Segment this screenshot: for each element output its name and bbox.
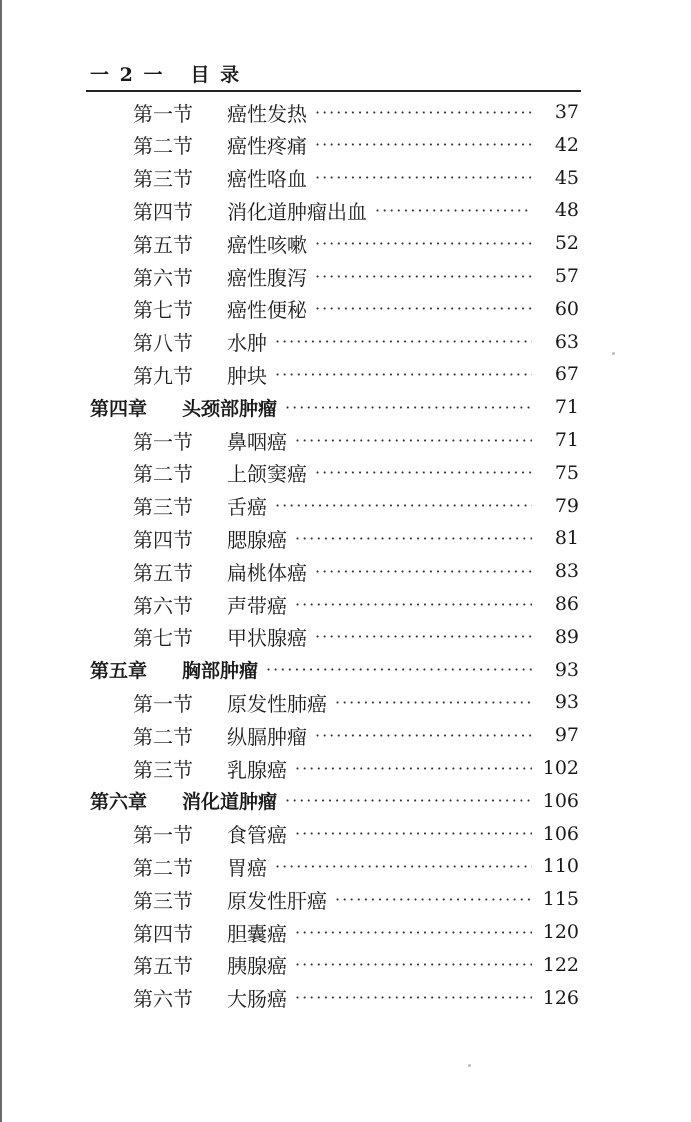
page-number: 71 [554,429,579,451]
page-header [90,60,590,88]
section-title: 癌性疼痛 [227,134,307,159]
dot-leader [266,660,532,679]
section-label: 第五节 [133,232,193,257]
toc-section-row [0,457,691,489]
page-number: 48 [554,199,579,222]
toc-section-row [0,752,691,784]
section-label: 第四节 [133,527,193,552]
dot-leader [285,398,532,417]
section-title: 纵膈肿瘤 [227,724,307,749]
section-title: 消化道肿瘤出血 [227,199,367,224]
toc-section-row [0,162,691,194]
dot-leader [315,299,532,318]
section-title: 食管癌 [227,823,287,848]
toc-section-row [0,883,691,915]
page-number: 93 [554,658,579,681]
page-number: 67 [554,363,579,386]
section-label: 第三节 [133,167,193,192]
toc-section-row [0,326,691,358]
dot-leader [285,791,532,810]
section-label: 第三节 [133,888,193,913]
section-title: 腮腺癌 [227,527,287,552]
dot-leader [315,627,532,646]
section-label: 第三节 [133,757,193,782]
header-rule [86,90,581,92]
page-number: 110 [542,855,579,878]
page-number: 52 [554,232,579,255]
section-title: 鼻咽癌 [227,429,287,454]
section-label: 第七节 [133,626,193,651]
toc-section-row [0,358,691,390]
page-number: 93 [554,691,579,714]
toc-chapter-row [0,391,691,423]
toc-chapter-row [0,785,691,817]
page-number: 71 [554,396,579,419]
toc-section-row [0,227,691,259]
section-label: 第三节 [133,495,193,520]
toc-section-row [0,129,691,161]
page-number-mark: 一 2 一 [90,64,165,86]
section-title: 大肠癌 [227,987,287,1012]
section-title: 癌性咳嗽 [227,232,307,257]
page-number: 120 [542,921,579,943]
section-label: 第一节 [133,429,193,454]
section-label: 第一节 [133,691,193,716]
section-title: 肿块 [227,363,267,388]
dot-leader [275,332,532,351]
dot-leader [315,103,532,122]
page-number: 79 [554,494,579,517]
section-label: 第一节 [133,823,193,848]
toc-section-row [0,949,691,981]
dot-leader [295,759,532,778]
section-title: 胃癌 [227,855,267,880]
chapter-title: 消化道肿瘤 [182,791,278,814]
section-title: 癌性咯血 [227,167,307,192]
page-title: 目 录 [190,64,242,86]
section-label: 第四节 [133,921,193,946]
dot-leader [335,890,532,909]
dot-leader [275,857,532,876]
toc-section-row [0,194,691,226]
page-number: 126 [542,986,579,1009]
toc-section-row [0,260,691,292]
page-number: 89 [554,625,579,648]
toc-section-row [0,588,691,620]
toc-section-row [0,490,691,522]
page-number: 106 [542,822,579,845]
section-label: 第四节 [133,199,193,224]
toc-section-row [0,293,691,325]
scan-speck [612,352,615,355]
toc-chapter-row [0,654,691,686]
dot-leader [315,168,532,187]
section-label: 第二节 [133,134,193,159]
page-number: 83 [554,560,579,583]
chapter-title: 头颈部肿瘤 [182,397,278,420]
dot-leader [315,234,532,253]
dot-leader [295,988,532,1007]
dot-leader [295,529,532,548]
page-number: 106 [542,789,579,812]
page-number: 42 [554,133,579,156]
chapter-label: 第五章 [90,660,148,683]
dot-leader [295,431,532,450]
section-label: 第六节 [133,593,193,618]
chapter-title: 胸部肿瘤 [182,660,259,683]
toc-section-row [0,719,691,751]
section-label: 第一节 [133,101,193,126]
section-title: 癌性便秘 [227,298,307,323]
chapter-label: 第四章 [90,397,148,420]
section-label: 第九节 [133,363,193,388]
section-label: 第二节 [133,462,193,487]
dot-leader [315,726,532,745]
toc-section-row [0,850,691,882]
toc-section-row [0,916,691,948]
section-title: 乳腺癌 [227,757,287,782]
section-label: 第五节 [133,560,193,585]
section-title: 舌癌 [227,495,267,520]
page-number: 97 [554,724,579,747]
page-number: 81 [554,527,579,550]
dot-leader [375,201,532,220]
section-title: 癌性发热 [227,101,307,126]
page-number: 63 [554,330,579,353]
page-number: 122 [542,953,579,976]
dot-leader [295,955,532,974]
page-number: 57 [554,265,579,287]
section-title: 原发性肺癌 [227,691,327,716]
page-number: 75 [554,461,579,484]
toc-section-row [0,424,691,456]
toc-section-row [0,621,691,653]
page-number: 37 [554,101,579,123]
section-label: 第二节 [133,855,193,880]
toc-section-row [0,96,691,128]
toc-section-row [0,686,691,718]
dot-leader [275,496,532,515]
toc-section-row [0,818,691,850]
dot-leader [295,824,532,843]
scan-speck [468,1064,471,1067]
dot-leader [295,595,532,614]
toc-section-row [0,555,691,587]
page-number: 60 [554,297,579,320]
section-title: 水肿 [227,331,267,356]
dot-leader [315,135,532,154]
section-title: 胰腺癌 [227,954,287,979]
section-title: 声带癌 [227,593,287,618]
section-title: 上颌窦癌 [227,462,307,487]
toc-section-row [0,522,691,554]
page-number: 115 [542,888,579,911]
dot-leader [275,365,532,384]
section-title: 癌性腹泻 [227,265,307,290]
chapter-label: 第六章 [90,791,148,814]
page-number: 45 [554,166,579,189]
dot-leader [315,562,532,581]
section-label: 第六节 [133,987,193,1012]
dot-leader [315,267,532,286]
page-number: 86 [554,593,579,615]
section-label: 第五节 [133,954,193,979]
section-title: 扁桃体癌 [227,560,307,585]
section-title: 胆囊癌 [227,921,287,946]
dot-leader [315,463,532,482]
section-label: 第八节 [133,331,193,356]
dot-leader [335,693,532,712]
section-label: 第二节 [133,724,193,749]
section-title: 原发性肝癌 [227,888,327,913]
section-label: 第六节 [133,265,193,290]
toc-section-row [0,982,691,1014]
section-label: 第七节 [133,298,193,323]
page-number: 102 [542,757,579,779]
dot-leader [295,923,532,942]
section-title: 甲状腺癌 [227,626,307,651]
